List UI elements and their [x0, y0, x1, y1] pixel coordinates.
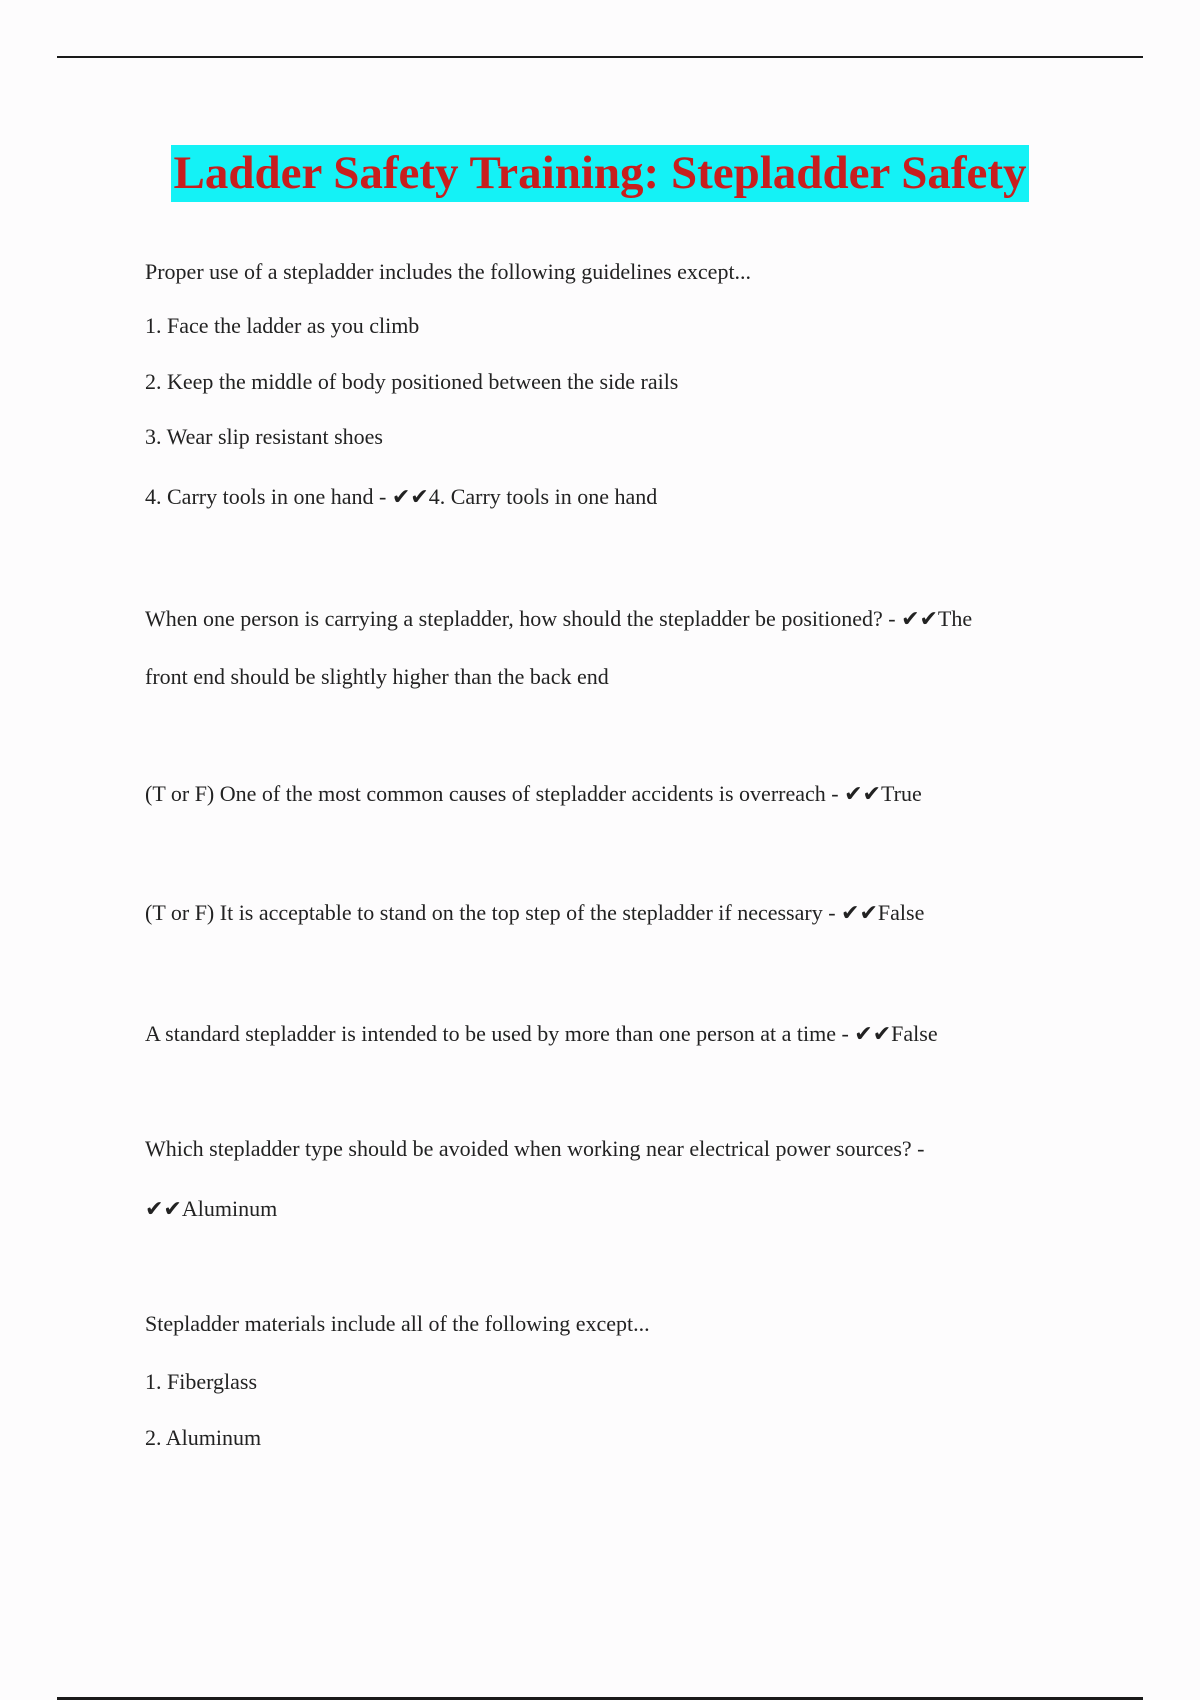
question-1-option-1: 1. Face the ladder as you climb — [145, 313, 420, 338]
top-rule — [57, 56, 1143, 58]
page-title: Ladder Safety Training: Stepladder Safety — [171, 145, 1028, 202]
question-7-option-1: 1. Fiberglass — [145, 1369, 258, 1394]
question-1-option-4-answer: 4. Carry tools in one hand - ✔✔4. Carry tools in one hand — [145, 484, 658, 509]
question-2-text: When one person is carrying a stepladder, how should the stepladder be positioned? - ✔✔The — [145, 606, 973, 631]
question-1-text: Proper use of a stepladder includes the following guidelines except... — [145, 259, 752, 284]
question-6-text: Which stepladder type should be avoided when working near electrical power sources? - — [145, 1136, 925, 1161]
question-5-text-answer: A standard stepladder is intended to be used by more than one person at a time - ✔✔False — [145, 1021, 938, 1046]
question-6-answer: ✔✔Aluminum — [145, 1196, 278, 1221]
question-4-text-answer: (T or F) It is acceptable to stand on the top step of the stepladder if necessary - ✔✔False — [145, 900, 925, 925]
question-1-option-3: 3. Wear slip resistant shoes — [145, 424, 383, 449]
question-2-answer-continued: front end should be slightly higher than the back end — [145, 664, 609, 689]
question-7-text: Stepladder materials include all of the following except... — [145, 1311, 650, 1336]
question-3-text-answer: (T or F) One of the most common causes of stepladder accidents is overreach - ✔✔True — [145, 781, 922, 806]
question-1-option-2: 2. Keep the middle of body positioned between the side rails — [145, 369, 679, 394]
title-container — [0, 145, 1200, 202]
question-7-option-2: 2. Aluminum — [145, 1425, 262, 1450]
